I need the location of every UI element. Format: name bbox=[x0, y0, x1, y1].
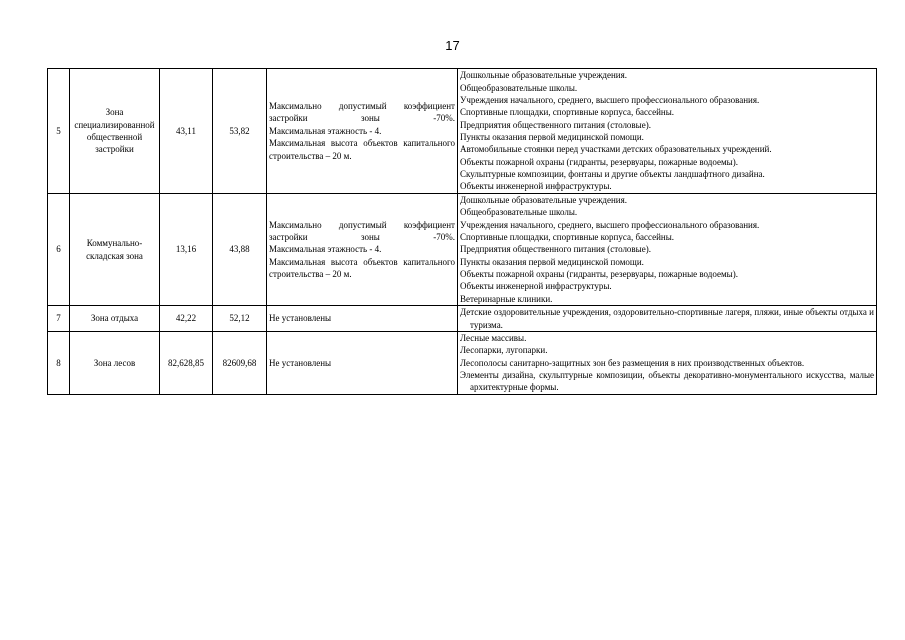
row-number: 8 bbox=[48, 332, 70, 395]
use-item: Дошкольные образовательные учреждения. bbox=[460, 195, 628, 205]
parameter-line: Максимальная высота объектов капитального строительства – 20 м. bbox=[269, 138, 455, 161]
table-row bbox=[48, 306, 877, 332]
table-row bbox=[48, 69, 877, 194]
page-number: 17 bbox=[445, 38, 460, 53]
zone-area-1: 13,16 bbox=[160, 194, 213, 306]
zone-name: Зона отдыха bbox=[70, 306, 160, 332]
zone-area-1: 82,628,85 bbox=[160, 332, 213, 395]
zone-area-1: 42,22 bbox=[160, 306, 213, 332]
use-item: Объекты инженерной инфраструктуры. bbox=[460, 281, 612, 292]
zone-area-2: 52,12 bbox=[213, 306, 267, 332]
row-number: 7 bbox=[48, 306, 70, 332]
use-item: Скульптурные композиции, фонтаны и другие объекты ландшафтного дизайна. bbox=[460, 169, 765, 180]
table-row bbox=[48, 194, 877, 306]
use-item: Пункты оказания первой медицинской помощи. bbox=[460, 132, 644, 142]
zone-name: Коммунально-складская зона bbox=[70, 194, 160, 306]
permitted-uses bbox=[458, 306, 877, 332]
parameter-line: Максимальная высота объектов капитального строительства – 20 м. bbox=[269, 256, 455, 280]
zone-area-2: 82609,68 bbox=[213, 332, 267, 395]
use-item: Объекты пожарной охраны (гидранты, резервуары, пожарные водоемы). bbox=[460, 269, 738, 280]
use-item: Спортивные площадки, спортивные корпуса, бассейны. bbox=[460, 107, 675, 118]
permitted-uses bbox=[458, 332, 877, 395]
zone-name: Зона специализированной общественной застройки bbox=[70, 69, 160, 194]
use-item: Детские оздоровительные учреждения, оздоровительно-спортивные лагеря, пляжи, иные объекты отдыха и туризма. bbox=[460, 307, 874, 330]
use-item: Предприятия общественного питания (столовые). bbox=[460, 244, 651, 255]
zone-name: Зона лесов bbox=[70, 332, 160, 395]
zone-parameters bbox=[267, 194, 458, 306]
zone-parameters: Не установлены bbox=[267, 306, 458, 332]
use-item: Учреждения начального, среднего, высшего профессионального образования. bbox=[460, 94, 760, 105]
use-item: Автомобильные стоянки перед участками детских образовательных учреждений. bbox=[460, 144, 772, 155]
parameter-line: Максимальная этажность - 4. bbox=[269, 244, 382, 255]
use-item: Пункты оказания первой медицинской помощи. bbox=[460, 256, 644, 267]
use-item: Общеобразовательные школы. bbox=[460, 207, 578, 218]
use-item: Общеобразовательные школы. bbox=[460, 82, 578, 93]
zone-parameters bbox=[267, 69, 458, 194]
row-number: 5 bbox=[48, 69, 70, 194]
use-item: Ветеринарные клиники. bbox=[460, 293, 553, 304]
use-item: Лесные массивы. bbox=[460, 333, 527, 344]
row-number: 6 bbox=[48, 194, 70, 306]
parameter-line: Максимально допустимый коэффициент застройки зоны -70%. bbox=[269, 219, 455, 243]
use-item: Учреждения начального, среднего, высшего профессионального образования. bbox=[460, 219, 760, 230]
zone-area-1: 43,11 bbox=[160, 69, 213, 194]
parameter-line: Максимально допустимый коэффициент застройки зоны -70%. bbox=[269, 101, 455, 124]
use-item: Спортивные площадки, спортивные корпуса, бассейны. bbox=[460, 232, 675, 243]
use-item: Элементы дизайна, скульптурные композиции, объекты декоративно-монументального искусства, малые архитектурные формы. bbox=[460, 370, 874, 393]
permitted-uses bbox=[458, 69, 877, 194]
zone-area-2: 53,82 bbox=[213, 69, 267, 194]
use-item: Лесопарки, лугопарки. bbox=[460, 345, 548, 356]
permitted-uses bbox=[458, 194, 877, 306]
table-row bbox=[48, 332, 877, 395]
use-item: Объекты пожарной охраны (гидранты, резервуары, пожарные водоемы). bbox=[460, 156, 738, 167]
use-item: Предприятия общественного питания (столовые). bbox=[460, 119, 651, 130]
zone-area-2: 43,88 bbox=[213, 194, 267, 306]
use-item: Лесополосы санитарно-защитных зон без размещения в них производственных объектов. bbox=[460, 357, 805, 368]
parameter-line: Максимальная этажность - 4. bbox=[269, 125, 382, 136]
use-item: Дошкольные образовательные учреждения. bbox=[460, 70, 628, 81]
use-item: Объекты инженерной инфраструктуры. bbox=[460, 181, 612, 192]
zone-parameters: Не установлены bbox=[267, 332, 458, 395]
zones-table bbox=[47, 68, 877, 395]
